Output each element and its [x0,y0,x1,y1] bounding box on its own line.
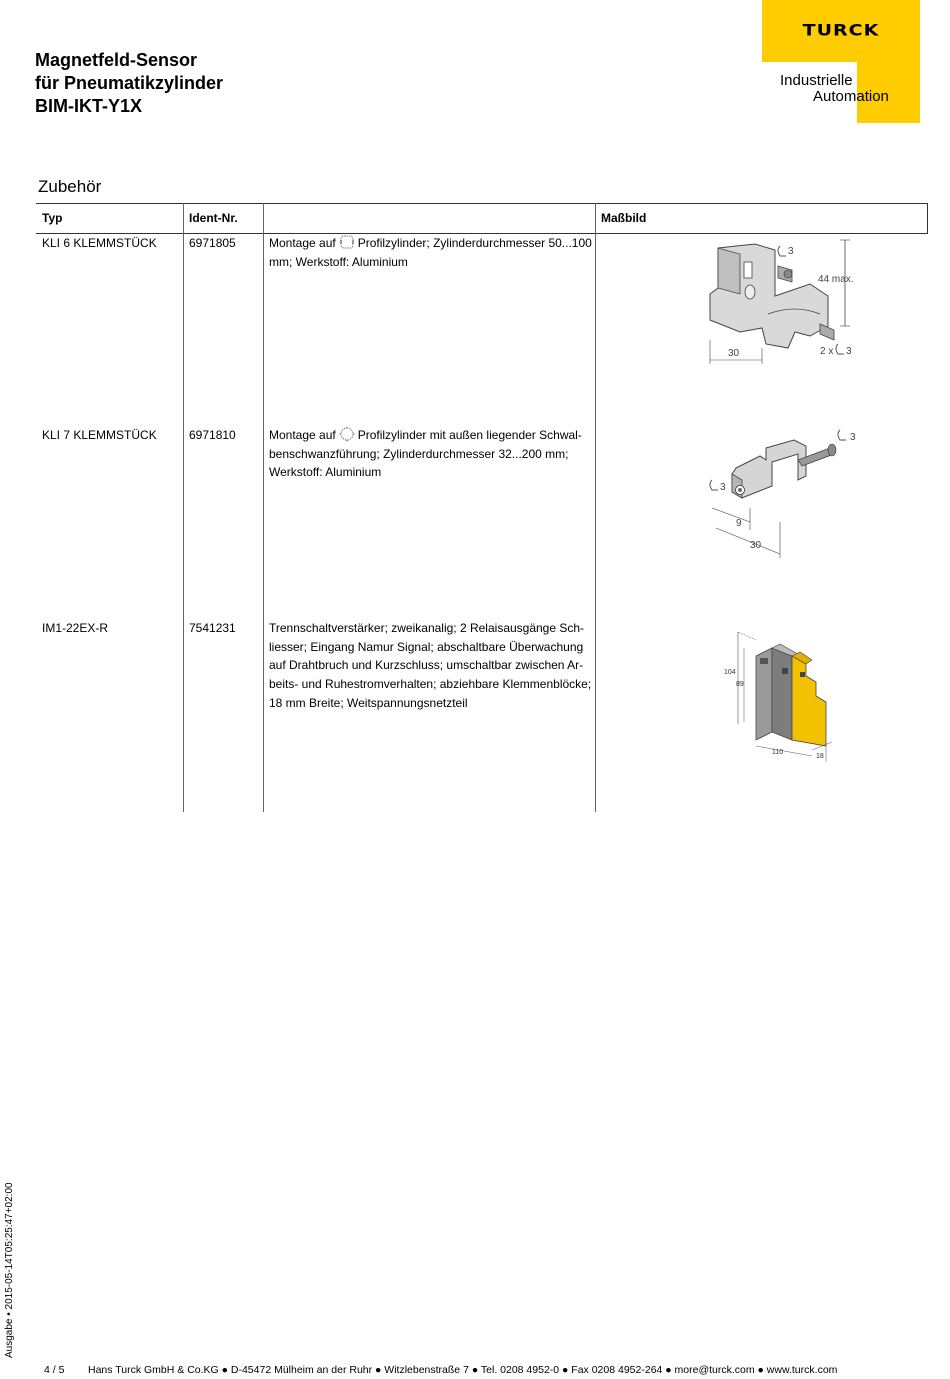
logo-subtitle-2: Automation [813,88,889,105]
kli6-dim-1: 3 [788,246,794,257]
row-1-desc-line-1: Profilzylinder; Zylinderdurchmesser 50...100 [357,236,592,250]
column-divider-1 [183,203,184,812]
header-massbild: Maßbild [601,211,647,225]
column-divider-3 [595,203,596,812]
column-divider-2 [263,203,264,812]
row-3-ident: 7541231 [189,621,236,635]
row-3-desc-line-3: auf Drahtbruch und Kurzschluss; umschaltbar zwischen Ar- [269,658,584,673]
header-ident: Ident-Nr. [189,211,238,225]
kli6-dim-3: 30 [728,348,740,359]
row-3-desc-line-2: liesser; Eingang Namur Signal; abschaltbare Überwachung [269,639,584,654]
title-line-2: für Pneumatikzylinder [35,73,224,93]
row-2-typ: KLI 7 KLEMMSTÜCK [42,428,157,442]
section-title: Zubehör [38,177,102,196]
table-right-border [927,203,928,234]
kli7-dim-2: 3 [720,482,726,493]
im1-dim-2: 89 [736,681,744,688]
im1-dimension-drawing [720,628,840,768]
kli6-dim-2: 44 max. [818,274,854,285]
logo-word-text: TURCK [802,21,880,38]
row-2-desc-prefix: Montage auf [269,428,336,442]
row-1-desc-line-2: mm; Werkstoff: Aluminium [269,254,408,269]
turck-logo-icon [775,20,907,38]
dovetail-cylinder-icon [339,426,355,442]
footer-page-number: 4 / 5 [44,1364,65,1376]
profile-cylinder-icon [339,234,355,250]
table-top-border [36,203,928,204]
kli7-dimension-drawing [702,418,862,563]
kli6-dimension-drawing [700,236,865,371]
header-typ: Typ [42,211,63,225]
footer-contact: Hans Turck GmbH & Co.KG ● D-45472 Mülheim an der Ruhr ● Witzlebenstraße 7 ● Tel. 0208 4952-0 ● Fax 0208 4952-264 ● more@turck.com ● www.turck.com [88,1364,838,1376]
kli7-dim-4: 30 [750,540,762,551]
im1-dim-4: 18 [816,753,824,760]
edition-timestamp: Ausgabe • 2015-05-14T05:25:47+02:00 [4,1182,15,1358]
logo-subtitle-1: Industrielle [780,72,853,89]
row-2-desc-line-1: Profilzylinder mit außen liegender Schwal- [357,428,582,442]
row-3-desc-line-4: beits- und Ruhestromverhalten; abziehbare Klemmenblöcke; [269,677,592,692]
row-3-desc-line-1: Trennschaltverstärker; zweikanalig; 2 Relaisausgänge Sch- [269,621,585,635]
row-3-typ: IM1-22EX-R [42,621,109,635]
kli7-dim-3: 9 [736,518,742,529]
title-line-3: BIM-IKT-Y1X [35,96,143,116]
row-2-ident: 6971810 [189,428,236,442]
row-1-description [269,234,594,271]
row-1-desc-prefix: Montage auf [269,236,336,250]
row-2-description [269,426,594,482]
im1-dim-1: 104 [724,669,736,676]
row-1-ident: 6971805 [189,236,236,250]
kli7-dim-1: 3 [850,432,856,443]
row-3-description [269,619,594,713]
row-3-desc-line-5: 18 mm Breite; Weitspannungsnetzteil [269,695,468,710]
kli6-dim-5: 3 [846,346,852,357]
row-2-desc-line-3: Werkstoff: Aluminium [269,465,382,480]
document-title [35,49,223,118]
kli6-dim-4: 2 x [820,346,834,357]
row-2-desc-line-2: benschwanzführung; Zylinderdurchmesser 32...200 mm; [269,446,569,461]
im1-dim-3: 110 [772,749,784,756]
row-1-typ: KLI 6 KLEMMSTÜCK [42,236,157,250]
title-line-1: Magnetfeld-Sensor [35,50,198,70]
